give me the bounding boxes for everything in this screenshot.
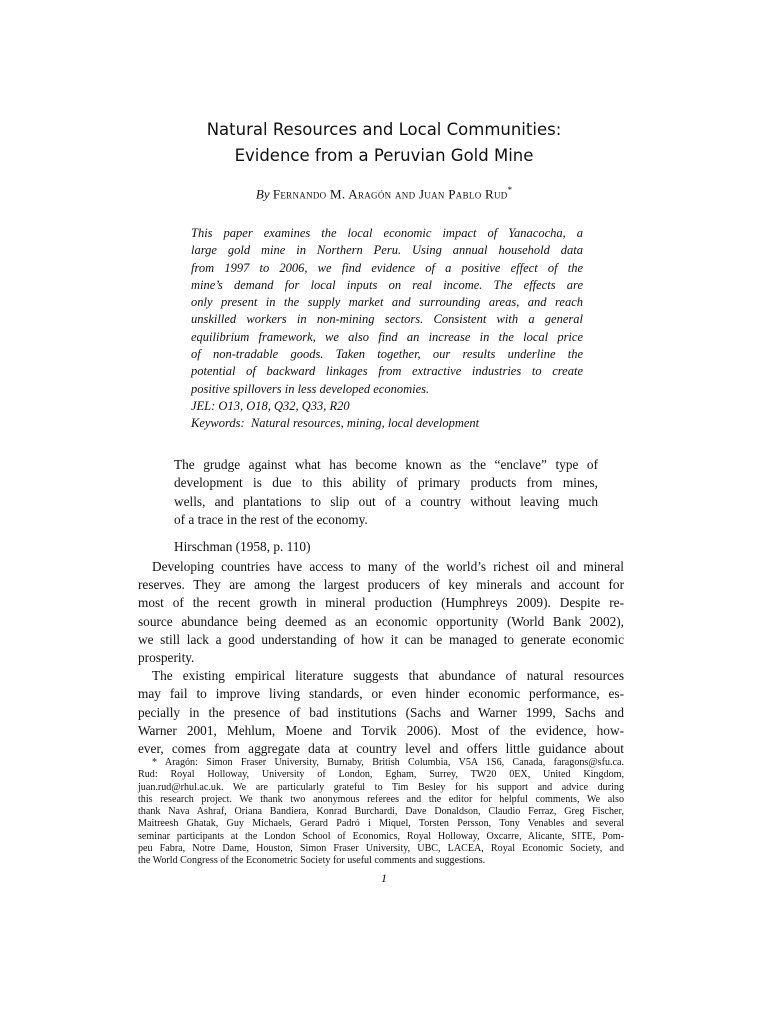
paragraph-line: source abundance being deemed as an economic opportunity (World Bank 2002), — [138, 613, 624, 629]
abstract-line: equilibrium framework, we also find an increase in the local price — [191, 329, 583, 344]
footnote-line: * Aragón: Simon Fraser University, Burnaby, British Columbia, V5A 1S6, Canada, faragons@sfu.ca. — [152, 757, 624, 768]
footnote-line: the World Congress of the Econometric Society for useful comments and suggestions. — [138, 855, 486, 867]
footnote-line: seminar participants at the London School of Economics, Royal Holloway, Oxcarre, Alicante, SITE, Pom- — [138, 830, 624, 842]
footnote-line: juan.rud@rhul.ac.uk. We are particularly grateful to Tim Besley for his support and advice during — [138, 781, 624, 793]
abstract-line: large gold mine in Northern Peru. Using annual household data — [191, 243, 583, 258]
abstract-line: potential of backward linkages from extractive industries to create — [191, 364, 583, 379]
author-footnote — [138, 757, 624, 868]
jel-codes: JEL: O13, O18, Q32, Q33, R20 — [191, 398, 350, 413]
paragraph-line: we still lack a good understanding of how it can be managed to generate economic — [138, 631, 624, 647]
paragraph-line: ever, comes from aggregate data at country level and offers little guidance about — [138, 741, 624, 757]
paragraph-line: pecially in the presence of bad institutions (Sachs and Warner 1999, Sachs and — [138, 704, 624, 720]
epigraph-line: of a trace in the rest of the economy. — [174, 512, 368, 528]
paragraph-line: Developing countries have access to many of the world’s richest oil and mineral — [152, 559, 624, 574]
keywords: Keywords: Natural resources, mining, local development — [191, 416, 480, 431]
epigraph — [174, 456, 598, 556]
body-text — [138, 558, 624, 758]
byline-by: By — [255, 186, 270, 202]
paragraph-line: most of the recent growth in mineral production (Humphreys 2009). Despite re- — [138, 595, 624, 611]
title-line-1: Natural Resources and Local Communities: — [206, 120, 562, 139]
abstract-line: only present in the supply market and surrounding areas, and reach — [191, 295, 583, 310]
byline-authors: Fernando M. Aragón and Juan Pablo Rud — [272, 186, 508, 202]
footnote-line: thank Nava Ashraf, Oriana Bandiera, Konrad Burchardi, Dave Donaldson, Claudio Ferraz, Greg Fischer, — [138, 806, 624, 818]
footnote-line: Rud: Royal Holloway, University of London, Egham, Surrey, TW20 0EX, United Kingdom, — [138, 769, 624, 781]
epigraph-citation: Hirschman (1958, p. 110) — [174, 538, 311, 554]
page-number: 1 — [381, 871, 387, 885]
paragraph-line: The existing empirical literature suggests that abundance of natural resources — [152, 668, 624, 684]
title-line-2: Evidence from a Peruvian Gold Mine — [234, 146, 534, 165]
epigraph-line: wells, and plantations to slip out of a country without leaving much — [174, 493, 598, 509]
paragraph-line: may fail to improve living standards, or even hinder economic performance, es- — [138, 686, 624, 702]
abstract-line: This paper examines the local economic impact of Yanacocha, a — [191, 226, 583, 240]
abstract-line: mine’s demand for local inputs on real income. The effects are — [191, 277, 583, 292]
footnote-line: peu Fabra, Notre Dame, Houston, Simon Fraser University, UBC, LACEA, Royal Economic Society, and — [138, 843, 624, 855]
footnote-line: Maitreesh Ghatak, Guy Michaels, Gerard Padró i Miquel, Torsten Persson, Tony Venables and several — [138, 818, 624, 830]
paragraph-line: prosperity. — [138, 650, 195, 666]
abstract — [191, 225, 583, 433]
abstract-line: positive spillovers in less developed economies. — [191, 381, 430, 396]
paper-title — [0, 117, 768, 169]
paragraph-line: reserves. They are among the largest producers of key minerals and account for — [138, 577, 624, 593]
abstract-line: from 1997 to 2006, we find evidence of a positive effect of the — [191, 260, 583, 275]
abstract-line: of non-tradable goods. Taken together, our results underline the — [191, 347, 583, 362]
epigraph-line: The grudge against what has become known as the “enclave” type of — [174, 457, 598, 472]
footnote-line: this research project. We thank two anonymous referees and the editor for helpful comments, We also — [138, 793, 624, 805]
author-footnote-marker: * — [507, 185, 513, 195]
paragraph-line: Warner 2001, Mehlum, Moene and Torvik 2006). Most of the evidence, how- — [138, 722, 624, 738]
epigraph-line: development is due to this ability of primary products from mines, — [174, 475, 598, 491]
author-byline — [0, 181, 768, 203]
abstract-line: unskilled workers in non-mining sectors. Consistent with a general — [191, 312, 583, 327]
